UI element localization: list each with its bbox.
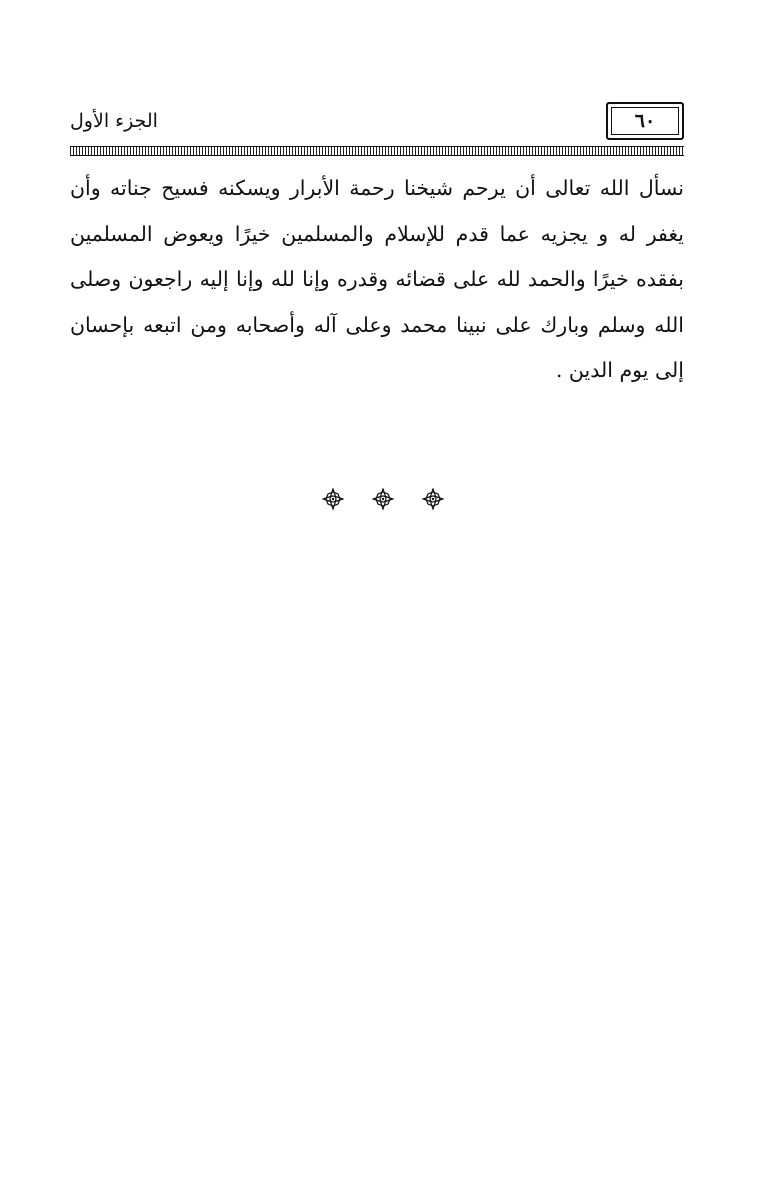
body-paragraph: نسأل الله تعالى أن يرحم شيخنا رحمة الأبرار ويسكنه فسيح جناته وأن يغفر له و يجزيه عما قدم للإسلام والمسلمين خيرًا ويعوض المسلمين بفقده خيرًا والحمد لله على قضائه وقدره وإنا لله وإنا إليه راجعون وصلى الله وسلم وبارك على نبينا محمد وعلى آله وأصحابه ومن اتبعه بإحسان إلى يوم الدين .	[70, 176, 684, 382]
page-number: ٦٠	[606, 102, 684, 140]
header-rule	[70, 146, 684, 156]
star-ornament-icon	[322, 488, 344, 510]
section-divider-ornaments	[0, 488, 765, 510]
page-header	[70, 98, 684, 146]
star-ornament-icon	[372, 488, 394, 510]
star-ornament-icon	[422, 488, 444, 510]
running-title: الجزء الأول	[70, 110, 158, 132]
